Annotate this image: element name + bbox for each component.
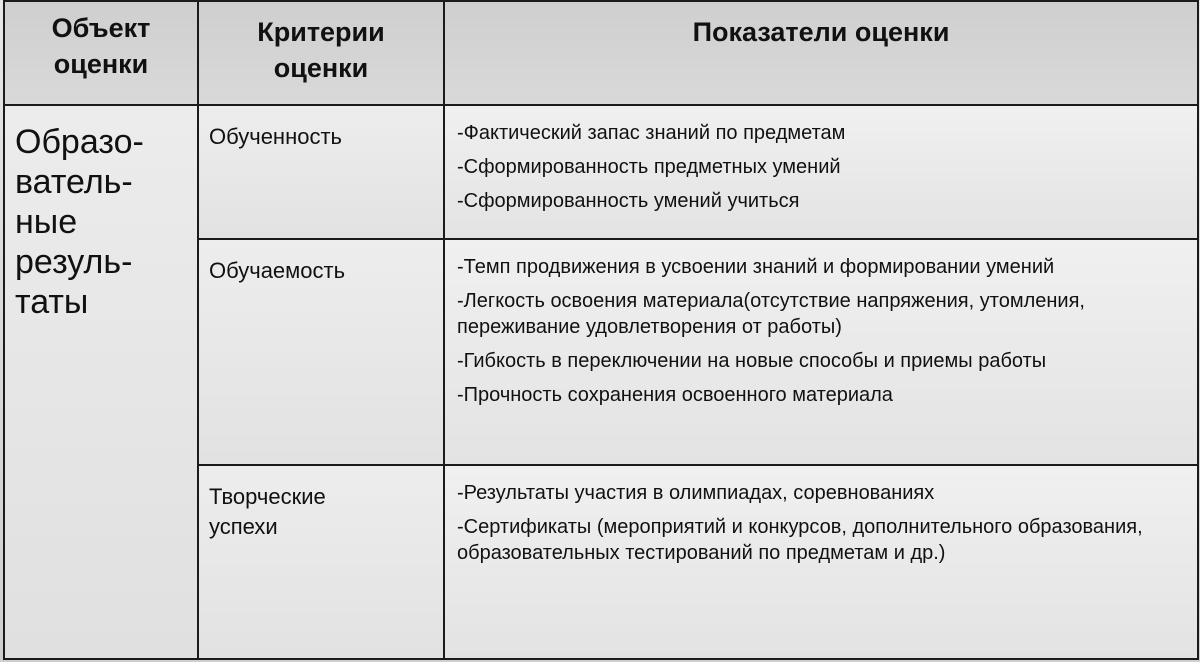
indicator-item: -Прочность сохранения освоенного материала [457, 384, 893, 406]
indicator-item: -Сертификаты (мероприятий и конкурсов, дополнительного образования, образовательных тестирований по предметам и др.) [457, 516, 1143, 564]
criterion-label-line-1: Творческие [209, 484, 326, 509]
criterion-cell [198, 465, 444, 659]
header-criteria-line-2: оценки [273, 53, 369, 83]
object-line-4: резуль- [15, 243, 133, 281]
table-row [4, 105, 1198, 239]
criterion-label: Обучаемость [209, 258, 346, 283]
header-criteria-line-1: Критерии [257, 17, 385, 47]
indicator-item: -Фактический запас знаний по предметам [457, 122, 846, 144]
indicator-item: -Сформированность умений учиться [457, 190, 800, 212]
indicators-cell [444, 105, 1198, 239]
criterion-cell [198, 105, 444, 239]
evaluation-table [3, 0, 1199, 660]
header-indicators [444, 1, 1198, 105]
header-object [4, 1, 198, 105]
indicator-item: -Темп продвижения в усвоении знаний и формировании умений [457, 256, 1055, 278]
header-row [4, 1, 1198, 105]
indicators-cell [444, 239, 1198, 465]
header-object-line-2: оценки [53, 49, 149, 79]
object-line-1: Образо- [15, 123, 144, 161]
header-object-line-1: Объект [51, 13, 151, 43]
indicator-item: -Легкость освоения материала(отсутствие напряжения, утомления, переживание удовлетворения от работы) [457, 290, 1085, 338]
indicators-cell [444, 465, 1198, 659]
indicator-item: -Гибкость в переключении на новые способы и приемы работы [457, 350, 1047, 372]
criterion-label: Обученность [209, 124, 342, 149]
object-line-2: ватель- [15, 163, 133, 201]
indicator-item: -Результаты участия в олимпиадах, соревнованиях [457, 482, 935, 504]
object-line-3: ные [15, 203, 78, 241]
criterion-cell [198, 239, 444, 465]
header-indicators-label: Показатели оценки [692, 17, 950, 47]
object-cell [4, 105, 198, 659]
header-criteria [198, 1, 444, 105]
indicator-item: -Сформированность предметных умений [457, 156, 841, 178]
object-line-5: таты [15, 283, 89, 321]
criterion-label-line-2: успехи [209, 514, 278, 539]
